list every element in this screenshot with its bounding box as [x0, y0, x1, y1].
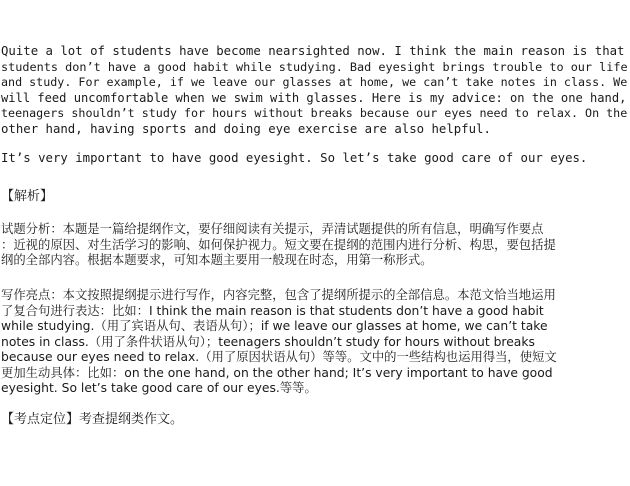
essay-line: other hand, having sports and doing eye exercise are also helpful.: [1, 121, 491, 136]
analysis-line: 写作亮点：本文按照提纲提示进行写作，内容完整，包含了提纲所提示的全部信息。本范文恰当地运用: [1, 288, 556, 302]
essay-line: teenagers shouldn’t study for hours without breaks because our eyes need to relax. On the: [1, 106, 628, 120]
essay-line: and study. For example, if we leave our glasses at home, we can’t take notes in class. We: [1, 75, 628, 89]
analysis-line: notes in class.（用了条件状语从句）；teenagers shouldn’t study for hours without breaks: [1, 334, 535, 349]
essay-line: will feed uncomfortable when we swim with glasses. Here is my advice: on the one hand,: [1, 90, 627, 105]
analysis-paragraph-1: [1, 222, 630, 269]
focus-line: 【考点定位】考查提纲类作文。: [1, 412, 184, 427]
analysis-line: because our eyes need to relax.（用了原因状语从句）等等。文中的一些结构也运用得当，使短文: [1, 350, 557, 364]
essay-line: Quite a lot of students have become nearsighted now. I think the main reason is that: [1, 44, 625, 58]
analysis-line: 试题分析：本题是一篇给提纲作文，要仔细阅读有关提示，弄清试题提供的所有信息，明确写作要点: [1, 222, 544, 236]
analysis-line: eyesight. So let’s take good care of our eyes.等等。: [1, 381, 317, 395]
analysis-paragraph-2: [1, 288, 630, 397]
analysis-heading: 【解析】: [1, 189, 54, 204]
essay-line: students don’t have a good habit while studying. Bad eyesight brings trouble to our life: [1, 59, 628, 74]
essay-line: It’s very important to have good eyesight. So let’s take good care of our eyes.: [1, 151, 588, 165]
analysis-line: 更加生动具体：比如：on the one hand, on the other hand; It’s very important to have good: [1, 365, 553, 380]
analysis-line: 纲的全部内容。根据本题要求，可知本题主要用一般现在时态，用第一称形式。: [1, 253, 433, 267]
essay-paragraph-1: [1, 44, 630, 137]
analysis-line: while studying.（用了宾语从句、表语从句）；if we leave our glasses at home, we can’t take: [1, 319, 548, 333]
analysis-line: 了复合句进行表达：比如：I think the main reason is that students don’t have a good habit: [1, 303, 544, 318]
essay-paragraph-2: [1, 151, 630, 167]
analysis-line: ：近视的原因、对生活学习的影响、如何保护视力。短文要在提纲的范围内进行分析、构思，要包括提: [1, 237, 556, 252]
